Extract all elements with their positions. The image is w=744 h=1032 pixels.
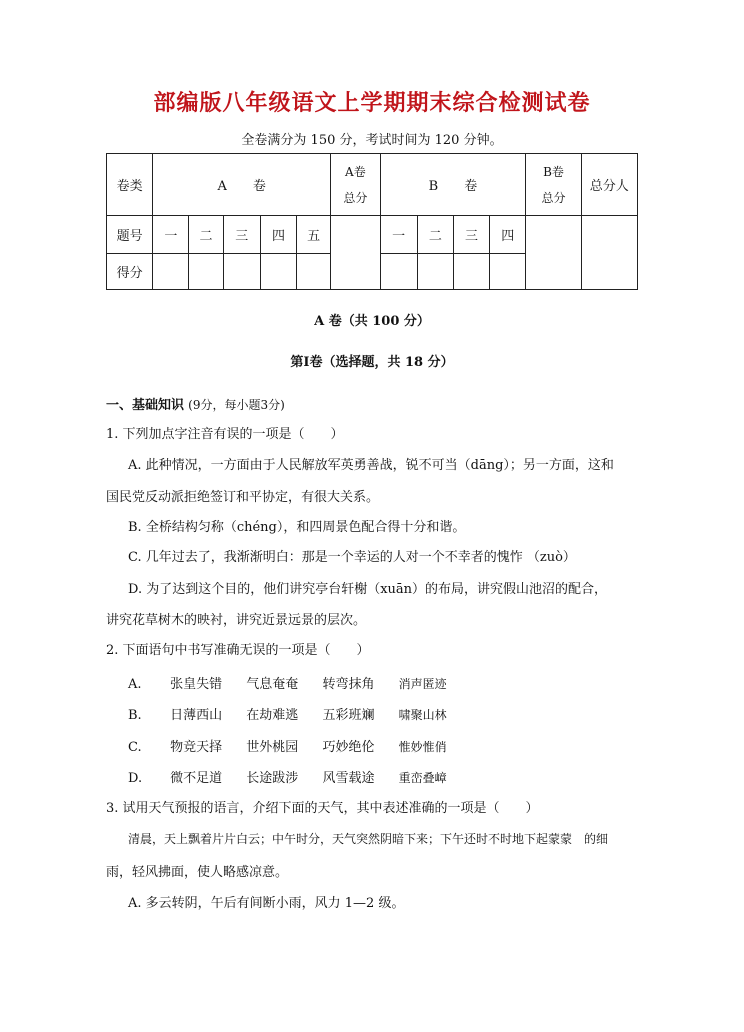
b-score-cell	[453, 254, 489, 290]
option-word: 风雪载途	[322, 771, 375, 786]
label-scorer: 总分人	[581, 154, 637, 216]
b-question-number: 四	[490, 216, 526, 254]
label-de-fen: 得分	[107, 254, 153, 290]
exam-info: 全卷满分为 150 分，考试时间为 120 分钟。	[241, 133, 503, 148]
basic-knowledge-heading	[106, 394, 285, 413]
option-word: 转弯抹角	[322, 677, 375, 692]
label-b-juan: B 卷	[380, 154, 526, 216]
question-2-option-a	[128, 673, 467, 692]
b-question-number: 二	[417, 216, 453, 254]
a-question-number: 四	[260, 216, 296, 254]
question-1-option-c: C. 几年过去了，我渐渐明白：那是一个幸运的人对一个不幸者的愧怍 （zuò）	[128, 550, 576, 565]
option-word: 五彩班斓	[322, 708, 375, 723]
question-1-option-a: A. 此种情况，一方面由于人民解放军英勇善战，锐不可当（dāng）；另一方面，这和	[128, 458, 614, 473]
b-total-cell	[526, 216, 581, 290]
question-2-option-d	[128, 767, 467, 786]
b-question-number: 一	[380, 216, 417, 254]
b-score-cell	[417, 254, 453, 290]
option-word: 巧妙绝伦	[322, 740, 375, 755]
option-letter: C.	[128, 740, 142, 755]
a-question-number: 三	[223, 216, 260, 254]
b-score-cell	[380, 254, 417, 290]
option-word: 啸聚山林	[398, 708, 447, 722]
score-table	[106, 153, 638, 290]
page-title: 部编版八年级语文上学期期末综合检测试卷	[153, 91, 591, 116]
option-word: 惟妙惟俏	[398, 740, 447, 754]
question-3-option-a: A. 多云转阴，午后有间断小雨，风力 1—2 级。	[128, 896, 405, 911]
option-word: 在劫难逃	[246, 708, 299, 723]
question-2-stem: 2. 下面语句中书写准确无误的一项是（ ）	[106, 643, 370, 658]
label-a-juan: A 卷	[153, 154, 331, 216]
question-2-option-c	[128, 736, 467, 755]
a-score-cell	[189, 254, 223, 290]
option-word: 重峦叠嶂	[398, 771, 447, 785]
question-1-option-d: D. 为了达到这个目的，他们讲究亭台轩榭（xuān）的布局，讲究假山池沼的配合，	[128, 582, 608, 597]
option-word: 气息奄奄	[246, 677, 299, 692]
a-question-number: 二	[189, 216, 223, 254]
a-total-cell	[331, 216, 380, 290]
label-juan-lei: 卷类	[107, 154, 153, 216]
part-one-heading: 第Ⅰ卷（选择题，共 18 分）	[290, 355, 454, 370]
question-1-option-d-cont: 讲究花草树木的映衬，讲究近景远景的层次。	[106, 613, 367, 628]
option-word: 日薄西山	[170, 708, 223, 723]
a-question-number: 五	[297, 216, 331, 254]
scorer-cell	[581, 216, 637, 290]
option-word: 物竞天择	[170, 740, 223, 755]
a-score-cell	[260, 254, 296, 290]
heading-note: (9分，每小题3分)	[188, 398, 285, 412]
label-ti-hao: 题号	[107, 216, 153, 254]
option-letter: A.	[128, 677, 142, 692]
question-3-stem: 3. 试用天气预报的语言，介绍下面的天气，其中表述准确的一项是（ ）	[106, 801, 539, 816]
option-word: 消声匿迹	[398, 677, 447, 691]
question-3-passage-cont: 雨，轻风拂面，使人略感凉意。	[106, 865, 289, 880]
option-word: 张皇失错	[170, 677, 223, 692]
label-a-total: A卷 总分	[331, 154, 380, 216]
option-word: 长途跋涉	[246, 771, 299, 786]
a-score-cell	[223, 254, 260, 290]
question-3-passage: 清晨，天上飘着片片白云；中午时分，天气突然阴暗下来；下午还时不时地下起蒙蒙 的细	[128, 832, 609, 846]
b-question-number: 三	[453, 216, 489, 254]
section-a-heading: A 卷（共 100 分）	[314, 314, 430, 329]
option-word: 世外桃园	[246, 740, 299, 755]
a-score-cell	[297, 254, 331, 290]
a-score-cell	[153, 254, 189, 290]
option-word: 微不足道	[170, 771, 223, 786]
heading-text: 一、基础知识	[106, 398, 185, 413]
question-1-option-b: B. 全桥结构匀称（chéng），和四周景色配合得十分和谐。	[128, 520, 466, 535]
question-1-stem: 1. 下列加点字注音有误的一项是（ ）	[106, 427, 344, 442]
option-letter: D.	[128, 771, 143, 786]
question-2-option-b	[128, 704, 467, 723]
b-score-cell	[490, 254, 526, 290]
a-question-number: 一	[153, 216, 189, 254]
label-b-total: B卷 总分	[526, 154, 581, 216]
question-1-option-a-cont: 国民党反动派拒绝签订和平协定，有很大关系。	[106, 490, 380, 505]
option-letter: B.	[128, 708, 142, 723]
